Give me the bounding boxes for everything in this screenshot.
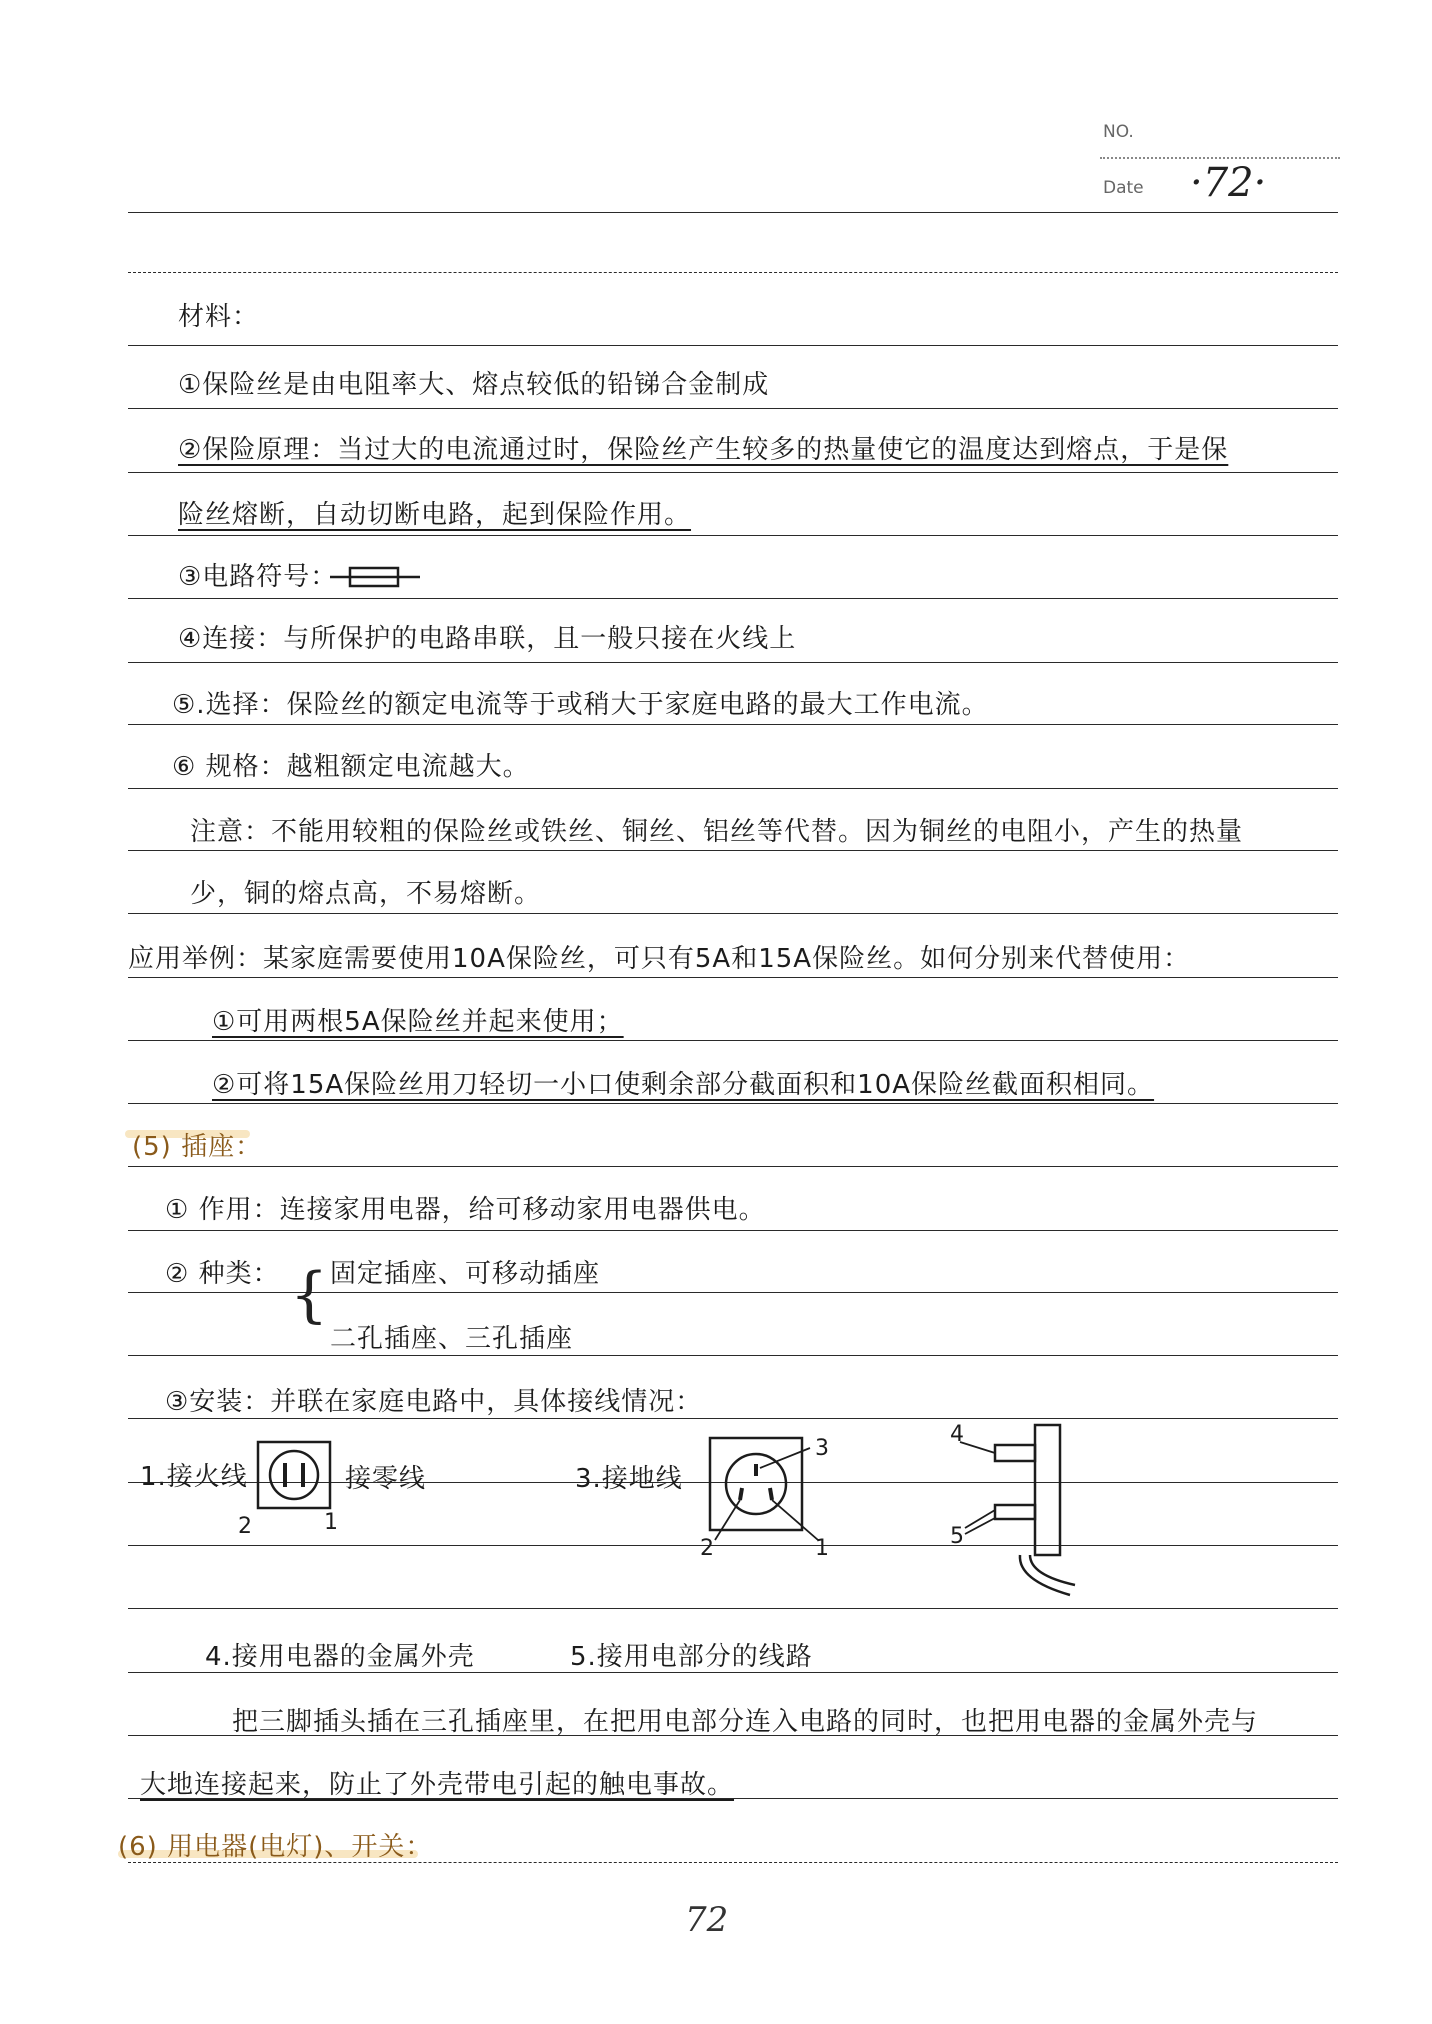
page-number: 72 bbox=[685, 1900, 729, 1940]
notebook-rule bbox=[128, 408, 1338, 409]
socket-function-line: ① 作用：连接家用电器，给可移动家用电器供电。 bbox=[165, 1195, 766, 1225]
diagram2-num-3: 3 bbox=[815, 1436, 830, 1461]
label-circuit-part: 5.接用电部分的线路 bbox=[570, 1642, 813, 1672]
notebook-rule bbox=[128, 598, 1338, 599]
diagram1-num-1: 1 bbox=[324, 1510, 339, 1535]
example-line: 应用举例：某家庭需要使用10A保险丝，可只有5A和15A保险丝。如何分别来代替使用： bbox=[128, 944, 1191, 974]
notebook-rule bbox=[128, 1040, 1338, 1041]
fuse-material-line: ①保险丝是由电阻率大、熔点较低的铅锑合金制成 bbox=[178, 370, 770, 400]
fuse-principle-line-cont: 险丝熔断，自动切断电路，起到保险作用。 bbox=[178, 500, 692, 530]
notebook-rule bbox=[128, 724, 1338, 725]
socket-types-label: ② 种类： bbox=[165, 1259, 280, 1289]
diagram2-num-2: 2 bbox=[700, 1536, 715, 1561]
date-value: ·72· bbox=[1190, 160, 1267, 206]
section-6-heading: (6) 用电器(电灯)、开关： bbox=[118, 1832, 433, 1862]
diagram3-num-5: 5 bbox=[950, 1524, 965, 1549]
notebook-rule bbox=[128, 850, 1338, 851]
neutral-wire-label: 接零线 bbox=[345, 1464, 427, 1494]
fuse-spec-line: ⑥ 规格：越粗额定电流越大。 bbox=[172, 752, 530, 782]
brace-icon: { bbox=[290, 1260, 330, 1330]
header-dotted-divider bbox=[1100, 157, 1340, 159]
socket-type-1: 固定插座、可移动插座 bbox=[330, 1259, 601, 1289]
caution-line: 注意：不能用较粗的保险丝或铁丝、铜丝、铝丝等代替。因为铜丝的电阻小，产生的热量 bbox=[190, 817, 1244, 847]
notebook-rule bbox=[128, 212, 1338, 213]
diagram1-num-2: 2 bbox=[238, 1514, 253, 1539]
notebook-rule bbox=[128, 1103, 1338, 1104]
fuse-principle-line: ②保险原理：当过大的电流通过时，保险丝产生较多的热量使它的温度达到熔点，于是保 bbox=[178, 435, 1229, 465]
notebook-rule bbox=[128, 1608, 1338, 1609]
notebook-rule bbox=[128, 1355, 1338, 1356]
fuse-selection-line: ⑤.选择：保险丝的额定电流等于或稍大于家庭电路的最大工作电流。 bbox=[172, 690, 989, 720]
section-5-heading: (5) 插座： bbox=[132, 1132, 263, 1162]
notebook-rule bbox=[128, 662, 1338, 663]
diagram3-num-4: 4 bbox=[950, 1422, 965, 1447]
notebook-rule bbox=[128, 977, 1338, 978]
notebook-rule bbox=[128, 472, 1338, 473]
three-prong-plug-icon bbox=[950, 1420, 1090, 1600]
notebook-rule bbox=[128, 913, 1338, 914]
materials-heading: 材料： bbox=[178, 302, 260, 332]
notebook-rule bbox=[128, 788, 1338, 789]
circuit-symbol-line: ③电路符号： bbox=[178, 562, 338, 592]
notebook-rule bbox=[128, 1166, 1338, 1167]
date-label: Date bbox=[1103, 178, 1144, 198]
notebook-rule bbox=[128, 535, 1338, 536]
example-option-2: ②可将15A保险丝用刀轻切一小口使剩余部分截面积和10A保险丝截面积相同。 bbox=[212, 1070, 1155, 1100]
fuse-symbol-icon bbox=[330, 562, 420, 592]
socket-type-2: 二孔插座、三孔插座 bbox=[330, 1324, 574, 1354]
example-option-1: ①可用两根5A保险丝并起来使用； bbox=[212, 1007, 624, 1037]
plug-explanation-line-cont: 大地连接起来，防止了外壳带电引起的触电事故。 bbox=[140, 1770, 735, 1800]
plug-explanation-line: 把三脚插头插在三孔插座里，在把用电部分连入电路的同时，也把用电器的金属外壳与 bbox=[232, 1707, 1259, 1737]
three-hole-socket-icon bbox=[700, 1430, 830, 1550]
socket-install-line: ③安装：并联在家庭电路中，具体接线情况： bbox=[165, 1387, 703, 1417]
fuse-connection-line: ④连接：与所保护的电路串联，且一般只接在火线上 bbox=[178, 624, 797, 654]
live-wire-label: 1.接火线 bbox=[140, 1462, 248, 1492]
notebook-rule bbox=[128, 272, 1338, 273]
notebook-rule bbox=[128, 345, 1338, 346]
label-metal-casing: 4.接用电器的金属外壳 bbox=[205, 1642, 475, 1672]
notebook-rule bbox=[128, 1230, 1338, 1231]
caution-line-cont: 少，铜的熔点高，不易熔断。 bbox=[190, 879, 542, 909]
diagram2-num-1: 1 bbox=[815, 1536, 830, 1561]
ground-wire-label: 3.接地线 bbox=[575, 1464, 683, 1494]
no-label: NO. bbox=[1103, 122, 1134, 142]
